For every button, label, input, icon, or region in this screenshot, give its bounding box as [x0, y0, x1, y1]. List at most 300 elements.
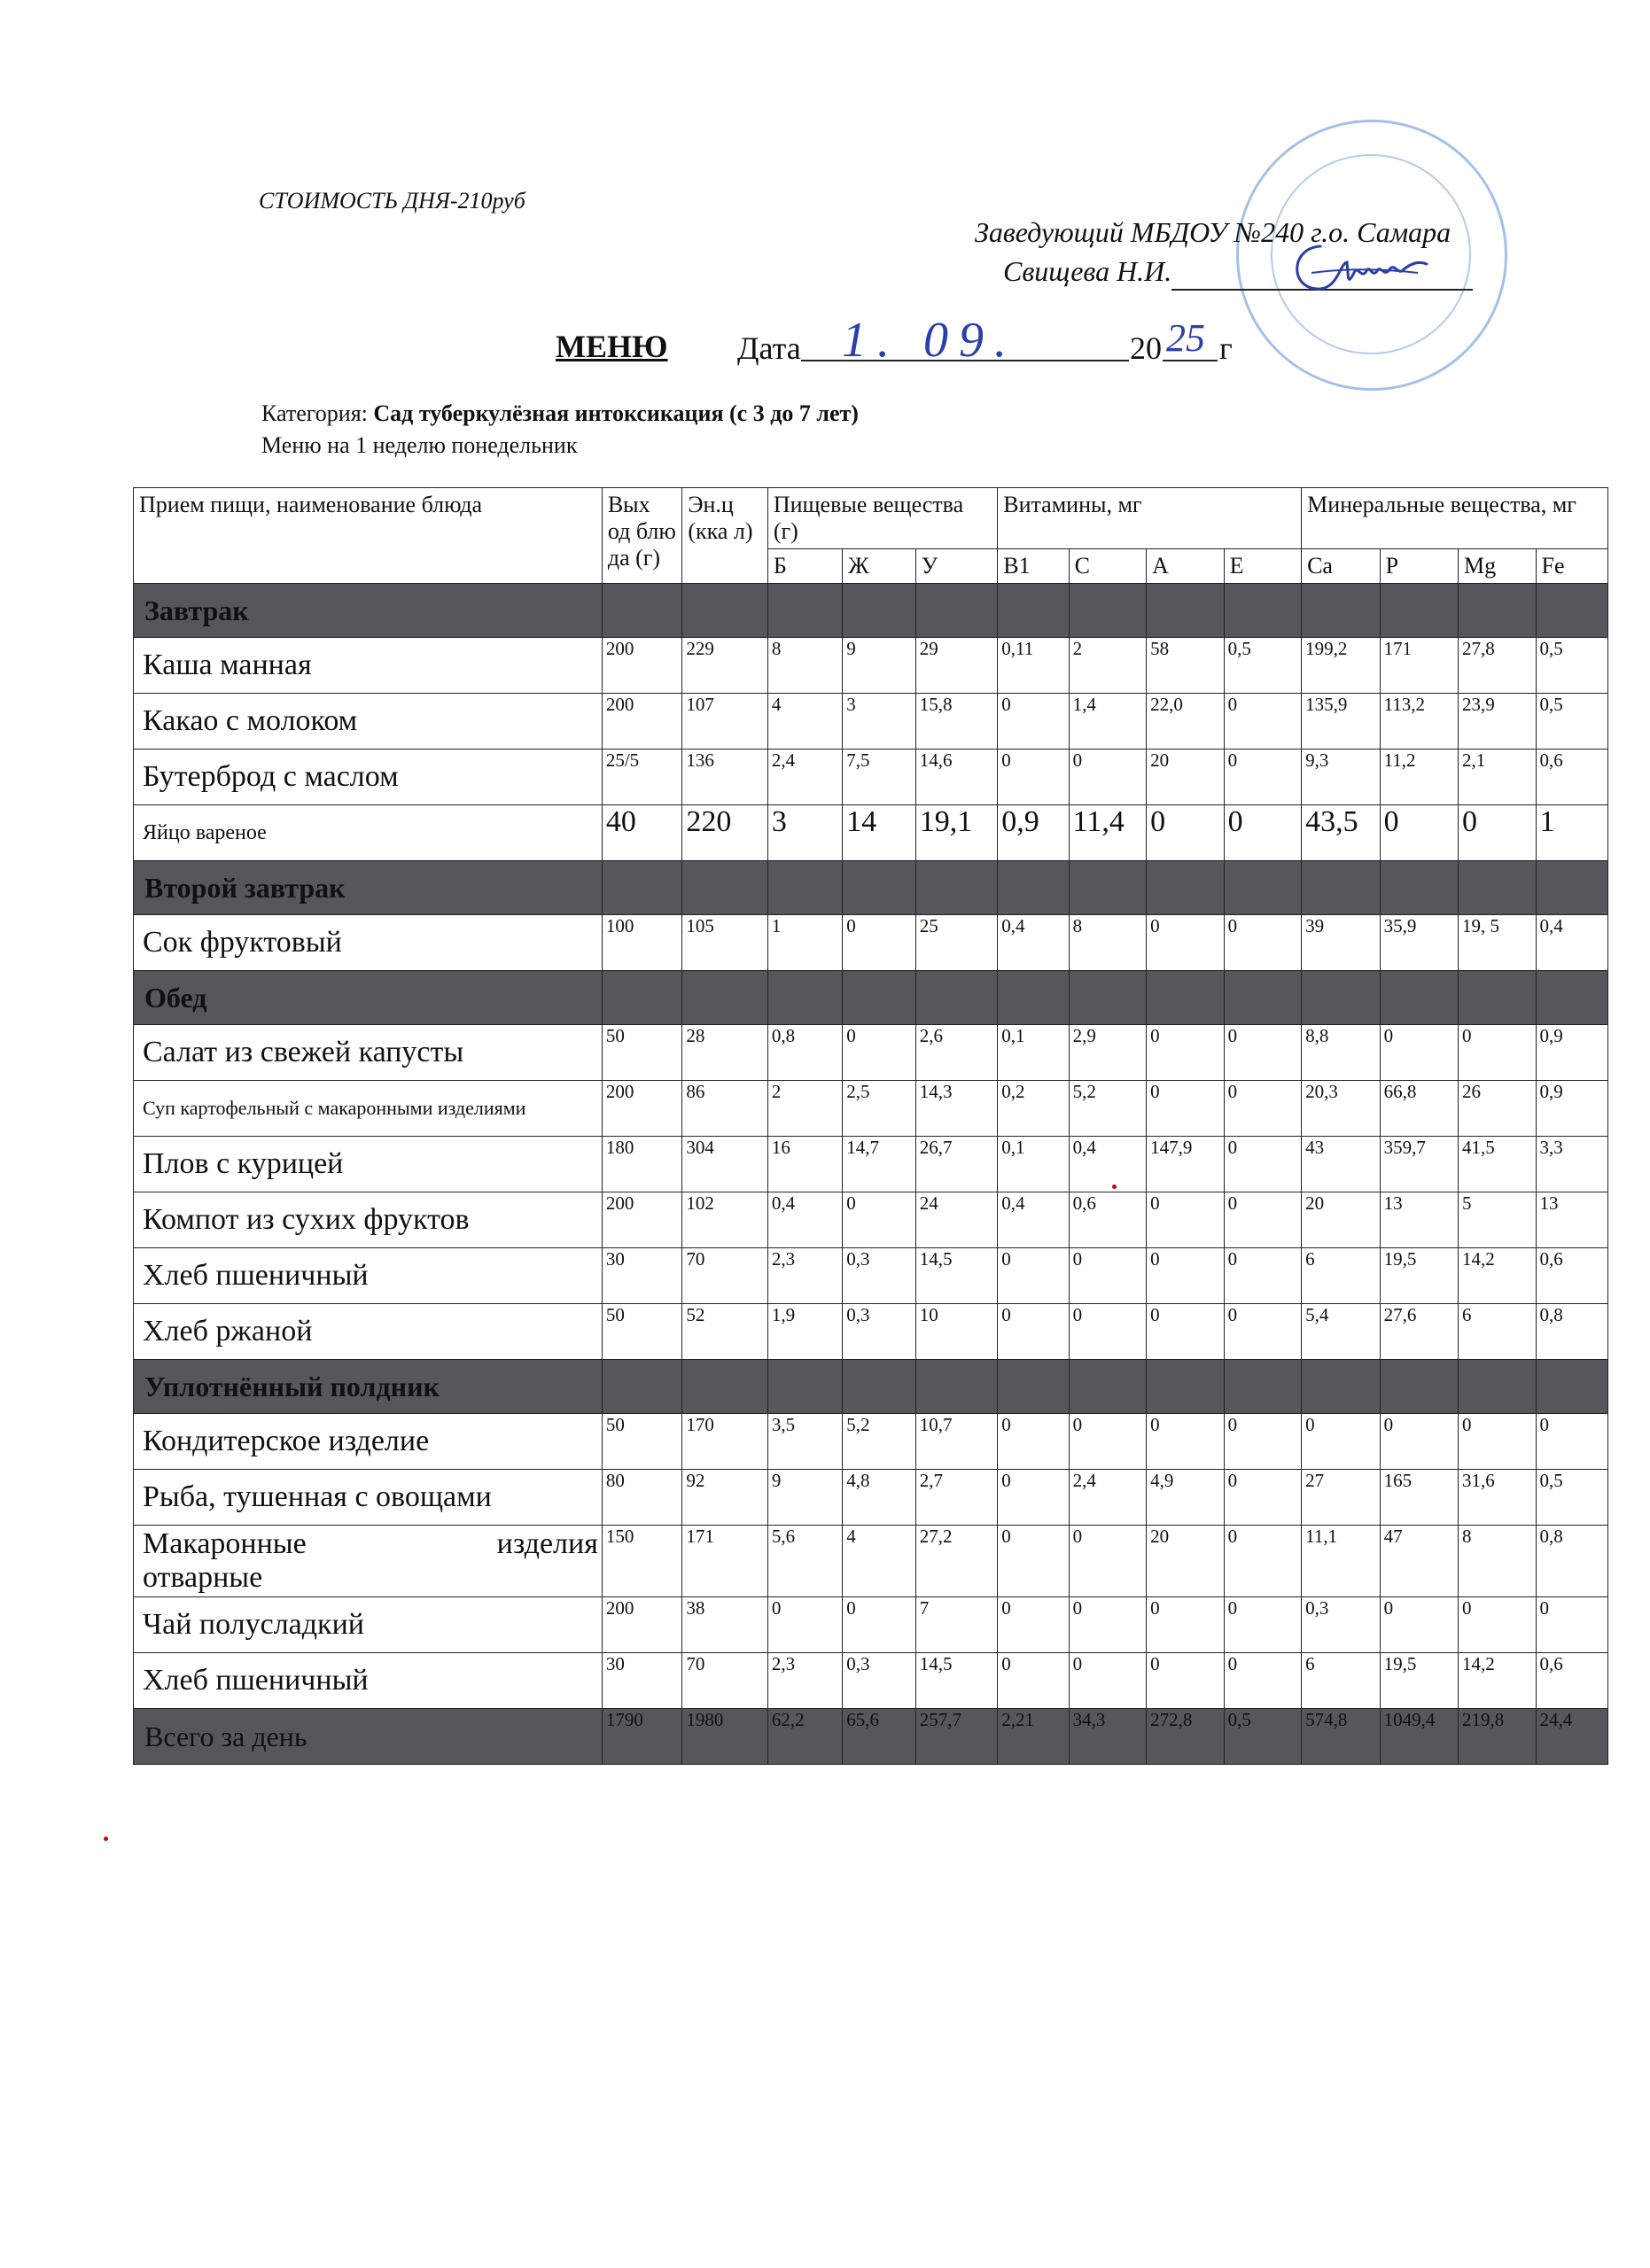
value-cell: 35,9	[1380, 915, 1458, 971]
value-cell: 200	[602, 1192, 681, 1248]
table-row	[134, 915, 1608, 971]
value-cell: 30	[602, 1248, 681, 1304]
value-cell: 0,1	[998, 1137, 1069, 1192]
value-cell: 6	[1302, 1653, 1380, 1709]
value-cell: 0	[843, 915, 915, 971]
value-cell: 14,5	[915, 1248, 998, 1304]
value-cell: 50	[602, 1414, 681, 1470]
section-empty-cell	[767, 584, 842, 638]
value-cell: 11,1	[1302, 1526, 1380, 1597]
section-empty-cell	[1380, 1360, 1458, 1414]
value-cell: 180	[602, 1137, 681, 1192]
value-cell: 1	[1536, 805, 1608, 861]
section-empty-cell	[998, 861, 1069, 915]
section-empty-cell	[1380, 861, 1458, 915]
value-cell: 229	[682, 638, 768, 694]
value-cell: 0	[767, 1597, 842, 1653]
value-cell: 135,9	[1302, 694, 1380, 750]
value-cell: 9	[843, 638, 915, 694]
section-empty-cell	[915, 861, 998, 915]
year-prefix: 20	[1130, 330, 1162, 366]
dish-name: Какао с молоком	[134, 694, 603, 750]
table-row	[134, 1192, 1608, 1248]
value-cell: 2,9	[1069, 1025, 1146, 1081]
value-cell: 19,5	[1380, 1653, 1458, 1709]
total-value-cell: 257,7	[915, 1709, 998, 1765]
section-empty-cell	[1147, 861, 1224, 915]
value-cell: 0,4	[767, 1192, 842, 1248]
total-value-cell: 574,8	[1302, 1709, 1380, 1765]
value-cell: 105	[682, 915, 768, 971]
value-cell: 199,2	[1302, 638, 1380, 694]
value-cell: 0	[1302, 1414, 1380, 1470]
value-cell: 0	[1147, 1597, 1224, 1653]
value-cell: 0	[1536, 1597, 1608, 1653]
category-label: Категория:	[261, 400, 368, 426]
value-cell: 14,2	[1459, 1248, 1536, 1304]
value-cell: 20	[1147, 750, 1224, 805]
menu-table	[133, 487, 1608, 1765]
header-minerals: Минеральные вещества, мг	[1302, 488, 1608, 549]
value-cell: 0	[1224, 805, 1302, 861]
section-empty-cell	[843, 1360, 915, 1414]
subheader-cell: Fe	[1536, 549, 1608, 584]
section-empty-cell	[682, 1360, 768, 1414]
dish-name: Сок фруктовый	[134, 915, 603, 971]
value-cell: 0	[1224, 1025, 1302, 1081]
value-cell: 0,6	[1536, 750, 1608, 805]
value-cell: 13	[1536, 1192, 1608, 1248]
value-cell: 0	[998, 1526, 1069, 1597]
value-cell: 52	[682, 1304, 768, 1360]
section-empty-cell	[1224, 971, 1302, 1025]
value-cell: 4,9	[1147, 1470, 1224, 1526]
total-value-cell: 1980	[682, 1709, 768, 1765]
section-empty-cell	[1069, 971, 1146, 1025]
value-cell: 80	[602, 1470, 681, 1526]
section-empty-cell	[998, 971, 1069, 1025]
value-cell: 0	[843, 1025, 915, 1081]
value-cell: 41,5	[1459, 1137, 1536, 1192]
subheader-cell: Р	[1380, 549, 1458, 584]
value-cell: 0,9	[1536, 1025, 1608, 1081]
table-row	[134, 1653, 1608, 1709]
value-cell: 27,8	[1459, 638, 1536, 694]
value-cell: 102	[682, 1192, 768, 1248]
subheader-cell: А	[1147, 549, 1224, 584]
subheader-cell: В1	[998, 549, 1069, 584]
value-cell: 50	[602, 1304, 681, 1360]
value-cell: 0	[1147, 1081, 1224, 1137]
value-cell: 0	[1147, 1414, 1224, 1470]
value-cell: 0	[843, 1597, 915, 1653]
dish-name: Компот из сухих фруктов	[134, 1192, 603, 1248]
day-cost: СТОИМОСТЬ ДНЯ-210руб	[259, 188, 525, 214]
value-cell: 3	[767, 805, 842, 861]
value-cell: 359,7	[1380, 1137, 1458, 1192]
dish-name: Хлеб пшеничный	[134, 1248, 603, 1304]
value-cell: 0	[1069, 1248, 1146, 1304]
section-empty-cell	[1069, 1360, 1146, 1414]
value-cell: 0	[1224, 1526, 1302, 1597]
value-cell: 14,2	[1459, 1653, 1536, 1709]
value-cell: 0,4	[1536, 915, 1608, 971]
value-cell: 11,4	[1069, 805, 1146, 861]
value-cell: 66,8	[1380, 1081, 1458, 1137]
dish-name-line: Макаронные изделия	[143, 1527, 598, 1560]
value-cell: 70	[682, 1653, 768, 1709]
value-cell: 1,4	[1069, 694, 1146, 750]
value-cell: 7,5	[843, 750, 915, 805]
value-cell: 28	[682, 1025, 768, 1081]
table-row	[134, 1081, 1608, 1137]
section-empty-cell	[1147, 1360, 1224, 1414]
value-cell: 6	[1302, 1248, 1380, 1304]
value-cell: 8	[1459, 1526, 1536, 1597]
value-cell: 0,3	[843, 1248, 915, 1304]
value-cell: 58	[1147, 638, 1224, 694]
section-empty-cell	[998, 1360, 1069, 1414]
total-value-cell: 2,21	[998, 1709, 1069, 1765]
value-cell: 0	[998, 1470, 1069, 1526]
header-energy: Эн.ц (кка л)	[682, 488, 768, 584]
dish-name: Салат из свежей капусты	[134, 1025, 603, 1081]
section-empty-cell	[1302, 1360, 1380, 1414]
value-cell: 107	[682, 694, 768, 750]
value-cell: 11,2	[1380, 750, 1458, 805]
value-cell: 0	[1224, 1248, 1302, 1304]
year-handwritten: 25	[1166, 316, 1205, 360]
value-cell: 43	[1302, 1137, 1380, 1192]
value-cell: 15,8	[915, 694, 998, 750]
section-empty-cell	[1459, 861, 1536, 915]
value-cell: 27,6	[1380, 1304, 1458, 1360]
value-cell: 0	[1224, 1081, 1302, 1137]
section-empty-cell	[767, 971, 842, 1025]
value-cell: 5,6	[767, 1526, 842, 1597]
value-cell: 19,1	[915, 805, 998, 861]
value-cell: 170	[682, 1414, 768, 1470]
section-empty-cell	[1302, 584, 1380, 638]
subheader-cell: Е	[1224, 549, 1302, 584]
value-cell: 25	[915, 915, 998, 971]
value-cell: 0,6	[1536, 1248, 1608, 1304]
value-cell: 22,0	[1147, 694, 1224, 750]
table-row	[134, 1137, 1608, 1192]
category-value: Сад туберкулёзная интоксикация (с 3 до 7 лет)	[373, 400, 859, 426]
value-cell: 0	[1536, 1414, 1608, 1470]
value-cell: 0	[1459, 1414, 1536, 1470]
dish-name: Суп картофельный с макаронными изделиями	[134, 1081, 603, 1137]
menu-title: МЕНЮ	[556, 329, 668, 364]
header-yield: Вых од блю да (г)	[602, 488, 681, 584]
value-cell: 200	[602, 638, 681, 694]
dish-name: Рыба, тушенная с овощами	[134, 1470, 603, 1526]
approval-signer: Свищева Н.И.	[975, 252, 1506, 291]
section-empty-cell	[1224, 584, 1302, 638]
value-cell: 30	[602, 1653, 681, 1709]
value-cell: 0,5	[1536, 694, 1608, 750]
value-cell: 3,5	[767, 1414, 842, 1470]
table-row	[134, 694, 1608, 750]
value-cell: 27,2	[915, 1526, 998, 1597]
value-cell: 0,3	[843, 1653, 915, 1709]
value-cell: 0	[1459, 805, 1536, 861]
section-empty-cell	[1459, 584, 1536, 638]
value-cell: 0	[1069, 1653, 1146, 1709]
section-empty-cell	[682, 584, 768, 638]
value-cell: 0,4	[1069, 1137, 1146, 1192]
value-cell: 10	[915, 1304, 998, 1360]
value-cell: 0,8	[1536, 1304, 1608, 1360]
section-empty-cell	[602, 971, 681, 1025]
value-cell: 2,4	[767, 750, 842, 805]
dish-name: Хлеб ржаной	[134, 1304, 603, 1360]
menu-body	[134, 584, 1608, 1765]
value-cell: 171	[1380, 638, 1458, 694]
value-cell: 0,1	[998, 1025, 1069, 1081]
total-value-cell: 24,4	[1536, 1709, 1608, 1765]
table-row	[134, 1414, 1608, 1470]
section-empty-cell	[915, 584, 998, 638]
value-cell: 0	[998, 1248, 1069, 1304]
value-cell: 200	[602, 694, 681, 750]
value-cell: 2,6	[915, 1025, 998, 1081]
section-empty-cell	[1536, 1360, 1608, 1414]
value-cell: 0	[1224, 915, 1302, 971]
value-cell: 0	[1380, 1597, 1458, 1653]
table-row	[134, 1470, 1608, 1526]
value-cell: 0	[998, 1414, 1069, 1470]
subheader-cell: У	[915, 549, 998, 584]
value-cell: 0,2	[998, 1081, 1069, 1137]
value-cell: 0,11	[998, 638, 1069, 694]
value-cell: 0	[1380, 805, 1458, 861]
section-empty-cell	[1069, 584, 1146, 638]
value-cell: 0,3	[843, 1304, 915, 1360]
value-cell: 4	[767, 694, 842, 750]
value-cell: 3	[843, 694, 915, 750]
value-cell: 9,3	[1302, 750, 1380, 805]
dish-name: Каша манная	[134, 638, 603, 694]
section-row	[134, 971, 1608, 1025]
table-row	[134, 638, 1608, 694]
value-cell: 27	[1302, 1470, 1380, 1526]
value-cell: 40	[602, 805, 681, 861]
value-cell: 0	[1224, 1304, 1302, 1360]
value-cell: 0	[1147, 915, 1224, 971]
section-empty-cell	[915, 1360, 998, 1414]
value-cell: 43,5	[1302, 805, 1380, 861]
value-cell: 0	[998, 1597, 1069, 1653]
approval-title: Заведующий МБДОУ №240 г.о. Самара	[975, 216, 1452, 248]
total-label: Всего за день	[134, 1709, 603, 1765]
section-empty-cell	[843, 584, 915, 638]
value-cell: 0,9	[1536, 1081, 1608, 1137]
subheader-cell: Ж	[843, 549, 915, 584]
value-cell: 2,3	[767, 1248, 842, 1304]
value-cell: 0	[1069, 1526, 1146, 1597]
value-cell: 0,5	[1536, 638, 1608, 694]
ink-speck	[1112, 1184, 1117, 1189]
value-cell: 2,5	[843, 1081, 915, 1137]
date-label: Дата	[737, 330, 801, 366]
date-handwritten: 1. 09.	[842, 313, 1017, 368]
dish-name: Плов с курицей	[134, 1137, 603, 1192]
section-empty-cell	[767, 861, 842, 915]
value-cell: 0	[998, 694, 1069, 750]
total-value-cell: 219,8	[1459, 1709, 1536, 1765]
value-cell: 150	[602, 1526, 681, 1597]
value-cell: 113,2	[1380, 694, 1458, 750]
value-cell: 171	[682, 1526, 768, 1597]
section-empty-cell	[1459, 971, 1536, 1025]
header-vitamins: Витамины, мг	[998, 488, 1302, 549]
section-row	[134, 584, 1608, 638]
section-row	[134, 861, 1608, 915]
handwritten-signature	[1285, 237, 1436, 299]
value-cell: 4,8	[843, 1470, 915, 1526]
value-cell: 0	[1147, 1192, 1224, 1248]
value-cell: 0	[1147, 1025, 1224, 1081]
dish-name: Хлеб пшеничный	[134, 1653, 603, 1709]
value-cell: 4	[843, 1526, 915, 1597]
value-cell: 24	[915, 1192, 998, 1248]
section-name: Обед	[134, 971, 603, 1025]
value-cell: 0	[1380, 1025, 1458, 1081]
value-cell: 2,7	[915, 1470, 998, 1526]
section-empty-cell	[843, 861, 915, 915]
value-cell: 0,8	[767, 1025, 842, 1081]
section-empty-cell	[1302, 861, 1380, 915]
section-empty-cell	[998, 584, 1069, 638]
section-empty-cell	[1302, 971, 1380, 1025]
value-cell: 29	[915, 638, 998, 694]
value-cell: 86	[682, 1081, 768, 1137]
value-cell: 0	[1224, 1597, 1302, 1653]
section-empty-cell	[1536, 861, 1608, 915]
table-row	[134, 1526, 1608, 1597]
value-cell: 1,9	[767, 1304, 842, 1360]
value-cell: 14,6	[915, 750, 998, 805]
section-empty-cell	[1147, 584, 1224, 638]
total-value-cell: 272,8	[1147, 1709, 1224, 1765]
value-cell: 5	[1459, 1192, 1536, 1248]
value-cell: 0	[1069, 1414, 1146, 1470]
section-name: Завтрак	[134, 584, 603, 638]
dish-name: Бутерброд с маслом	[134, 750, 603, 805]
total-value-cell: 0,5	[1224, 1709, 1302, 1765]
value-cell: 0	[1224, 694, 1302, 750]
value-cell: 0	[1459, 1025, 1536, 1081]
value-cell: 20	[1147, 1526, 1224, 1597]
value-cell: 0,3	[1302, 1597, 1380, 1653]
value-cell: 2,1	[1459, 750, 1536, 805]
subheader-cell: С	[1069, 549, 1146, 584]
ink-speck	[104, 1837, 108, 1841]
section-empty-cell	[1224, 861, 1302, 915]
value-cell: 14,3	[915, 1081, 998, 1137]
value-cell: 0	[1224, 1137, 1302, 1192]
value-cell: 2	[767, 1081, 842, 1137]
value-cell: 0	[1224, 1192, 1302, 1248]
value-cell: 0	[1147, 1653, 1224, 1709]
value-cell: 26	[1459, 1081, 1536, 1137]
section-empty-cell	[1380, 584, 1458, 638]
section-empty-cell	[915, 971, 998, 1025]
value-cell: 200	[602, 1597, 681, 1653]
total-row	[134, 1709, 1608, 1765]
value-cell: 0,4	[998, 915, 1069, 971]
dish-name-line: отварные	[143, 1561, 263, 1594]
value-cell: 0	[998, 750, 1069, 805]
value-cell: 16	[767, 1137, 842, 1192]
value-cell: 6	[1459, 1304, 1536, 1360]
value-cell: 25/5	[602, 750, 681, 805]
value-cell: 220	[682, 805, 768, 861]
year-suffix: г	[1219, 330, 1233, 366]
header-dish: Прием пищи, наименование блюда	[134, 488, 603, 584]
section-empty-cell	[602, 584, 681, 638]
value-cell: 0	[998, 1304, 1069, 1360]
value-cell: 14,5	[915, 1653, 998, 1709]
value-cell: 165	[1380, 1470, 1458, 1526]
table-row	[134, 1248, 1608, 1304]
subheader-cell: Са	[1302, 549, 1380, 584]
value-cell: 2,3	[767, 1653, 842, 1709]
value-cell: 1	[767, 915, 842, 971]
value-cell: 100	[602, 915, 681, 971]
section-empty-cell	[1224, 1360, 1302, 1414]
value-cell: 8	[767, 638, 842, 694]
value-cell: 5,4	[1302, 1304, 1380, 1360]
value-cell: 0,4	[998, 1192, 1069, 1248]
value-cell: 38	[682, 1597, 768, 1653]
value-cell: 70	[682, 1248, 768, 1304]
value-cell: 10,7	[915, 1414, 998, 1470]
value-cell: 5,2	[843, 1414, 915, 1470]
value-cell: 31,6	[1459, 1470, 1536, 1526]
value-cell: 50	[602, 1025, 681, 1081]
table-row	[134, 750, 1608, 805]
value-cell: 47	[1380, 1526, 1458, 1597]
value-cell: 2	[1069, 638, 1146, 694]
value-cell: 147,9	[1147, 1137, 1224, 1192]
header-nutrients: Пищевые вещества (г)	[767, 488, 997, 549]
subheader-cell: Mg	[1459, 549, 1536, 584]
value-cell: 26,7	[915, 1137, 998, 1192]
section-empty-cell	[1536, 971, 1608, 1025]
value-cell: 0	[1069, 1597, 1146, 1653]
value-cell: 0	[1380, 1414, 1458, 1470]
value-cell: 0	[1069, 750, 1146, 805]
menu-period: Меню на 1 неделю понедельник	[261, 432, 578, 458]
section-empty-cell	[602, 1360, 681, 1414]
value-cell: 0,5	[1224, 638, 1302, 694]
section-empty-cell	[1147, 971, 1224, 1025]
total-value-cell: 34,3	[1069, 1709, 1146, 1765]
value-cell: 7	[915, 1597, 998, 1653]
dish-name: Яйцо вареное	[134, 805, 603, 861]
section-empty-cell	[1069, 861, 1146, 915]
category-line	[261, 400, 859, 427]
value-cell: 13	[1380, 1192, 1458, 1248]
value-cell: 0	[1147, 1248, 1224, 1304]
value-cell: 136	[682, 750, 768, 805]
table-row	[134, 1597, 1608, 1653]
section-empty-cell	[767, 1360, 842, 1414]
value-cell: 2,4	[1069, 1470, 1146, 1526]
